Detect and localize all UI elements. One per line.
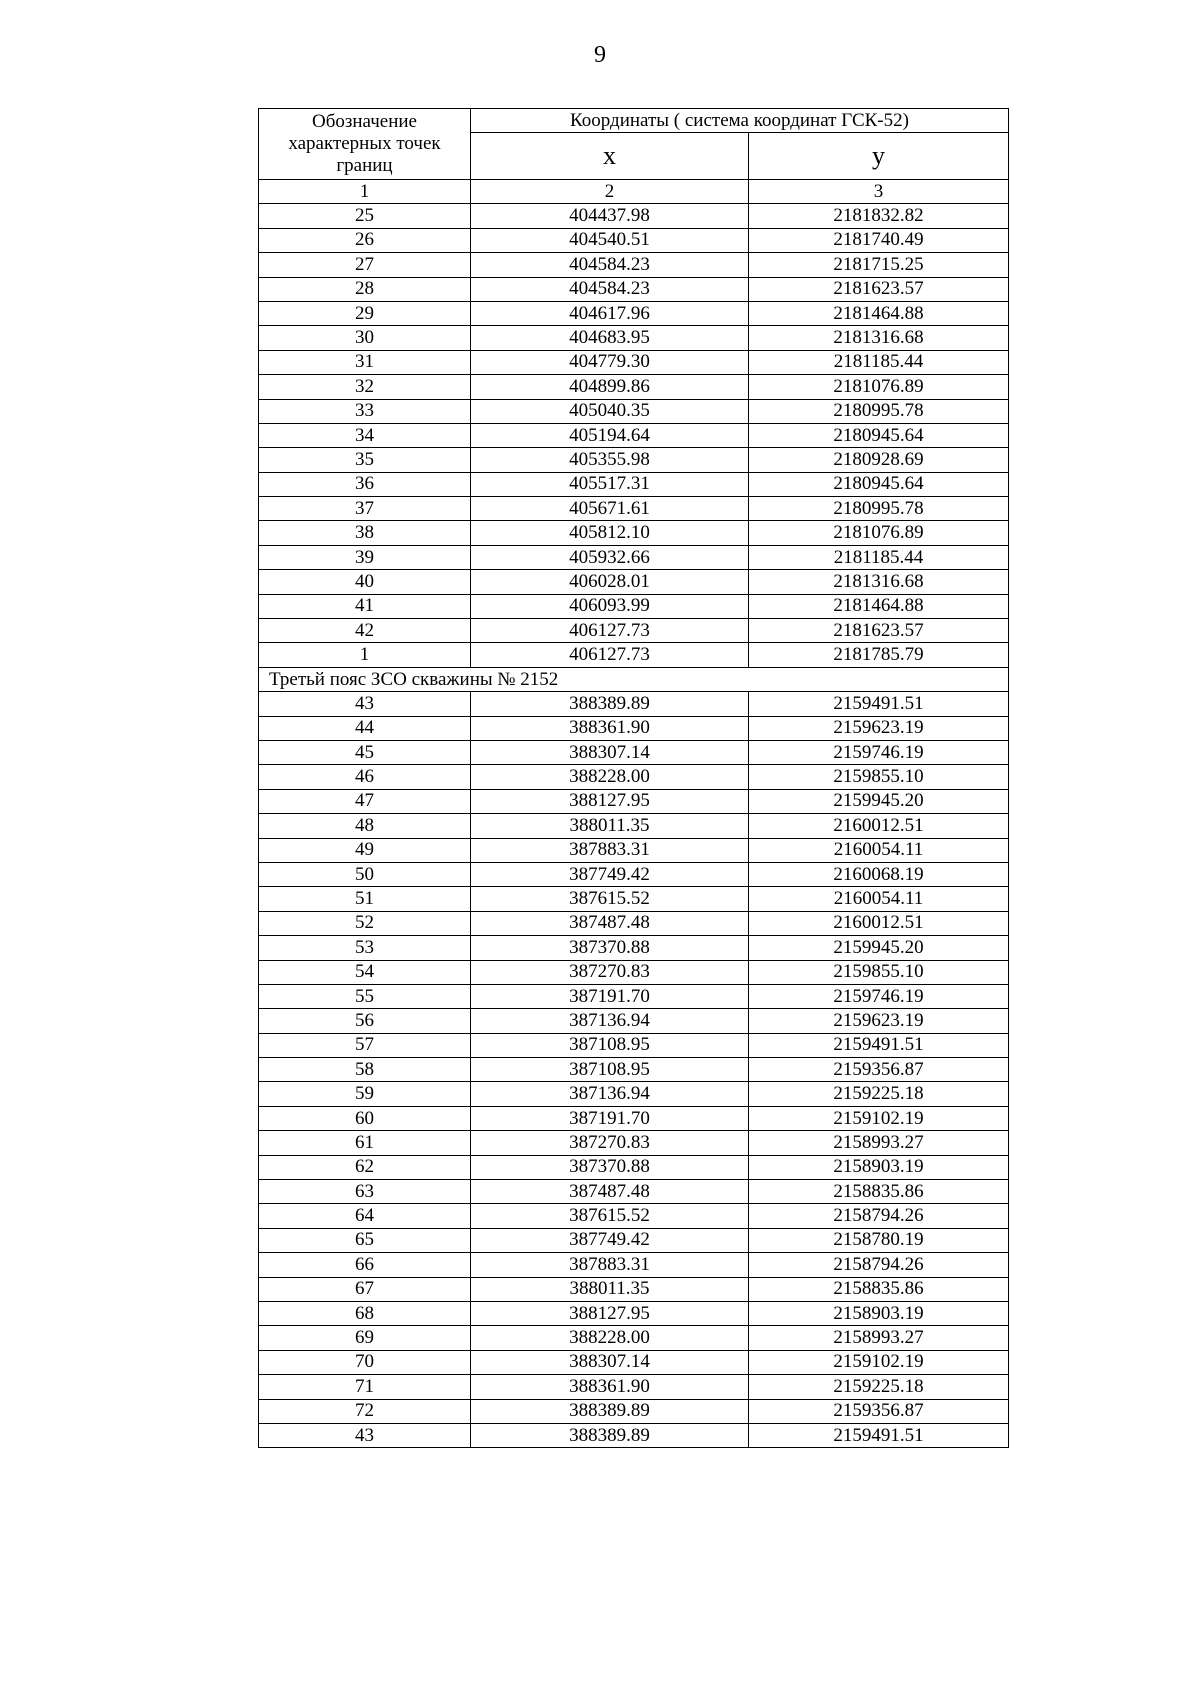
table-row (259, 545, 1009, 569)
x-coordinate-cell: 387191.70 (471, 1106, 749, 1130)
y-coordinate-cell: 2159945.20 (749, 789, 1009, 813)
y-coordinate-cell: 2181076.89 (749, 375, 1009, 399)
y-coordinate-cell: 2159623.19 (749, 1009, 1009, 1033)
point-id-cell: 44 (259, 716, 471, 740)
point-id-cell: 35 (259, 448, 471, 472)
table-header-row (259, 109, 1009, 133)
x-coordinate-cell: 388389.89 (471, 1399, 749, 1423)
table-row (259, 716, 1009, 740)
y-coordinate-cell: 2159855.10 (749, 765, 1009, 789)
table-row (259, 1204, 1009, 1228)
point-id-cell: 59 (259, 1082, 471, 1106)
x-coordinate-cell: 388361.90 (471, 1375, 749, 1399)
point-id-cell: 43 (259, 692, 471, 716)
coordinates-table (258, 108, 1009, 1448)
y-coordinate-cell: 2180945.64 (749, 423, 1009, 447)
table-row (259, 692, 1009, 716)
column-number-3: 3 (749, 180, 1009, 204)
point-id-cell: 62 (259, 1155, 471, 1179)
table-row (259, 570, 1009, 594)
column-number-row (259, 180, 1009, 204)
table-row (259, 1009, 1009, 1033)
table-row (259, 521, 1009, 545)
section-row (259, 667, 1009, 691)
x-coordinate-cell: 388389.89 (471, 692, 749, 716)
table-row (259, 1106, 1009, 1130)
table-row (259, 204, 1009, 228)
y-coordinate-cell: 2180995.78 (749, 497, 1009, 521)
x-coordinate-cell: 388307.14 (471, 740, 749, 764)
point-id-cell: 56 (259, 1009, 471, 1033)
table-row (259, 375, 1009, 399)
table-row (259, 1350, 1009, 1374)
y-coordinate-cell: 2159491.51 (749, 1423, 1009, 1447)
x-coordinate-cell: 404584.23 (471, 277, 749, 301)
table-row (259, 1155, 1009, 1179)
header-coordinates: Координаты ( система координат ГСК-52) (471, 109, 1009, 133)
table-row (259, 1301, 1009, 1325)
y-coordinate-cell: 2180995.78 (749, 399, 1009, 423)
x-coordinate-cell: 388361.90 (471, 716, 749, 740)
column-number-1: 1 (259, 180, 471, 204)
point-id-cell: 41 (259, 594, 471, 618)
point-id-cell: 71 (259, 1375, 471, 1399)
y-coordinate-cell: 2158903.19 (749, 1301, 1009, 1325)
y-coordinate-cell: 2181316.68 (749, 570, 1009, 594)
y-coordinate-cell: 2181832.82 (749, 204, 1009, 228)
y-coordinate-cell: 2180928.69 (749, 448, 1009, 472)
table-row (259, 1033, 1009, 1057)
table-row (259, 326, 1009, 350)
point-id-cell: 50 (259, 862, 471, 886)
point-id-cell: 69 (259, 1326, 471, 1350)
x-coordinate-cell: 406127.73 (471, 643, 749, 667)
table-row (259, 1058, 1009, 1082)
table-row (259, 984, 1009, 1008)
x-coordinate-cell: 405194.64 (471, 423, 749, 447)
x-coordinate-cell: 404584.23 (471, 253, 749, 277)
y-coordinate-cell: 2159855.10 (749, 960, 1009, 984)
table-row (259, 619, 1009, 643)
table-row (259, 838, 1009, 862)
x-coordinate-cell: 404540.51 (471, 228, 749, 252)
y-coordinate-cell: 2159746.19 (749, 740, 1009, 764)
y-coordinate-cell: 2159746.19 (749, 984, 1009, 1008)
y-coordinate-cell: 2181623.57 (749, 619, 1009, 643)
y-coordinate-cell: 2158794.26 (749, 1204, 1009, 1228)
point-id-cell: 49 (259, 838, 471, 862)
y-coordinate-cell: 2158780.19 (749, 1228, 1009, 1252)
y-coordinate-cell: 2159491.51 (749, 692, 1009, 716)
x-coordinate-cell: 405040.35 (471, 399, 749, 423)
y-coordinate-cell: 2158835.86 (749, 1277, 1009, 1301)
point-id-cell: 29 (259, 301, 471, 325)
y-coordinate-cell: 2181715.25 (749, 253, 1009, 277)
table-row (259, 350, 1009, 374)
table-row (259, 814, 1009, 838)
x-coordinate-cell: 387487.48 (471, 1180, 749, 1204)
point-id-cell: 28 (259, 277, 471, 301)
y-coordinate-cell: 2181316.68 (749, 326, 1009, 350)
x-coordinate-cell: 404779.30 (471, 350, 749, 374)
table-row (259, 643, 1009, 667)
x-coordinate-cell: 406127.73 (471, 619, 749, 643)
y-coordinate-cell: 2181076.89 (749, 521, 1009, 545)
y-coordinate-cell: 2158794.26 (749, 1253, 1009, 1277)
point-id-cell: 33 (259, 399, 471, 423)
x-coordinate-cell: 405671.61 (471, 497, 749, 521)
table-row (259, 1399, 1009, 1423)
header-y: y (749, 133, 1009, 180)
y-coordinate-cell: 2159623.19 (749, 716, 1009, 740)
y-coordinate-cell: 2181740.49 (749, 228, 1009, 252)
table-row (259, 472, 1009, 496)
y-coordinate-cell: 2160012.51 (749, 911, 1009, 935)
table-row (259, 740, 1009, 764)
point-id-cell: 60 (259, 1106, 471, 1130)
table-row (259, 1082, 1009, 1106)
column-number-2: 2 (471, 180, 749, 204)
point-id-cell: 72 (259, 1399, 471, 1423)
y-coordinate-cell: 2160054.11 (749, 887, 1009, 911)
y-coordinate-cell: 2160012.51 (749, 814, 1009, 838)
point-id-cell: 38 (259, 521, 471, 545)
table-row (259, 789, 1009, 813)
point-id-cell: 70 (259, 1350, 471, 1374)
table-row (259, 277, 1009, 301)
table-row (259, 887, 1009, 911)
x-coordinate-cell: 404899.86 (471, 375, 749, 399)
table-row (259, 936, 1009, 960)
x-coordinate-cell: 387749.42 (471, 1228, 749, 1252)
y-coordinate-cell: 2181623.57 (749, 277, 1009, 301)
x-coordinate-cell: 387270.83 (471, 1131, 749, 1155)
point-id-cell: 36 (259, 472, 471, 496)
point-id-cell: 58 (259, 1058, 471, 1082)
x-coordinate-cell: 405812.10 (471, 521, 749, 545)
y-coordinate-cell: 2158903.19 (749, 1155, 1009, 1179)
table-row (259, 1228, 1009, 1252)
table-row (259, 960, 1009, 984)
table-row (259, 301, 1009, 325)
point-id-cell: 45 (259, 740, 471, 764)
table-row (259, 399, 1009, 423)
point-id-cell: 51 (259, 887, 471, 911)
x-coordinate-cell: 388228.00 (471, 765, 749, 789)
x-coordinate-cell: 388307.14 (471, 1350, 749, 1374)
y-coordinate-cell: 2181464.88 (749, 594, 1009, 618)
point-id-cell: 53 (259, 936, 471, 960)
x-coordinate-cell: 388127.95 (471, 789, 749, 813)
table-row (259, 594, 1009, 618)
x-coordinate-cell: 387370.88 (471, 1155, 749, 1179)
point-id-cell: 34 (259, 423, 471, 447)
header-designation: Обозначение характерных точек границ (259, 109, 471, 180)
y-coordinate-cell: 2158993.27 (749, 1326, 1009, 1350)
y-coordinate-cell: 2159945.20 (749, 936, 1009, 960)
x-coordinate-cell: 404617.96 (471, 301, 749, 325)
point-id-cell: 1 (259, 643, 471, 667)
section-title: Третьй пояс ЗСО скважины № 2152 (259, 667, 1009, 691)
x-coordinate-cell: 406093.99 (471, 594, 749, 618)
point-id-cell: 65 (259, 1228, 471, 1252)
table-row (259, 423, 1009, 447)
y-coordinate-cell: 2160054.11 (749, 838, 1009, 862)
point-id-cell: 43 (259, 1423, 471, 1447)
table-row (259, 253, 1009, 277)
table-row (259, 1180, 1009, 1204)
y-coordinate-cell: 2181785.79 (749, 643, 1009, 667)
table-row (259, 1277, 1009, 1301)
y-coordinate-cell: 2159225.18 (749, 1082, 1009, 1106)
table-row (259, 1423, 1009, 1447)
point-id-cell: 54 (259, 960, 471, 984)
y-coordinate-cell: 2181464.88 (749, 301, 1009, 325)
y-coordinate-cell: 2160068.19 (749, 862, 1009, 886)
point-id-cell: 67 (259, 1277, 471, 1301)
x-coordinate-cell: 387270.83 (471, 960, 749, 984)
header-x: x (471, 133, 749, 180)
x-coordinate-cell: 388228.00 (471, 1326, 749, 1350)
x-coordinate-cell: 387108.95 (471, 1058, 749, 1082)
point-id-cell: 30 (259, 326, 471, 350)
y-coordinate-cell: 2158835.86 (749, 1180, 1009, 1204)
y-coordinate-cell: 2159225.18 (749, 1375, 1009, 1399)
point-id-cell: 46 (259, 765, 471, 789)
point-id-cell: 25 (259, 204, 471, 228)
point-id-cell: 48 (259, 814, 471, 838)
point-id-cell: 68 (259, 1301, 471, 1325)
x-coordinate-cell: 388011.35 (471, 814, 749, 838)
x-coordinate-cell: 404437.98 (471, 204, 749, 228)
x-coordinate-cell: 388389.89 (471, 1423, 749, 1447)
x-coordinate-cell: 387136.94 (471, 1082, 749, 1106)
point-id-cell: 57 (259, 1033, 471, 1057)
point-id-cell: 52 (259, 911, 471, 935)
table-row (259, 1131, 1009, 1155)
x-coordinate-cell: 387191.70 (471, 984, 749, 1008)
point-id-cell: 39 (259, 545, 471, 569)
y-coordinate-cell: 2159356.87 (749, 1399, 1009, 1423)
table-row (259, 911, 1009, 935)
x-coordinate-cell: 404683.95 (471, 326, 749, 350)
point-id-cell: 64 (259, 1204, 471, 1228)
table-row (259, 1375, 1009, 1399)
y-coordinate-cell: 2159102.19 (749, 1106, 1009, 1130)
y-coordinate-cell: 2159102.19 (749, 1350, 1009, 1374)
x-coordinate-cell: 387883.31 (471, 1253, 749, 1277)
y-coordinate-cell: 2158993.27 (749, 1131, 1009, 1155)
point-id-cell: 26 (259, 228, 471, 252)
table-row (259, 448, 1009, 472)
page-number: 9 (594, 42, 606, 68)
x-coordinate-cell: 387108.95 (471, 1033, 749, 1057)
point-id-cell: 63 (259, 1180, 471, 1204)
table-row (259, 1326, 1009, 1350)
y-coordinate-cell: 2159491.51 (749, 1033, 1009, 1057)
point-id-cell: 55 (259, 984, 471, 1008)
table-row (259, 497, 1009, 521)
x-coordinate-cell: 387883.31 (471, 838, 749, 862)
x-coordinate-cell: 388127.95 (471, 1301, 749, 1325)
point-id-cell: 32 (259, 375, 471, 399)
point-id-cell: 61 (259, 1131, 471, 1155)
table-row (259, 1253, 1009, 1277)
x-coordinate-cell: 406028.01 (471, 570, 749, 594)
point-id-cell: 40 (259, 570, 471, 594)
x-coordinate-cell: 387615.52 (471, 1204, 749, 1228)
table-row (259, 228, 1009, 252)
point-id-cell: 66 (259, 1253, 471, 1277)
x-coordinate-cell: 387749.42 (471, 862, 749, 886)
y-coordinate-cell: 2180945.64 (749, 472, 1009, 496)
coordinates-table-body (259, 109, 1009, 1448)
table-row (259, 765, 1009, 789)
y-coordinate-cell: 2181185.44 (749, 350, 1009, 374)
x-coordinate-cell: 405517.31 (471, 472, 749, 496)
x-coordinate-cell: 387487.48 (471, 911, 749, 935)
point-id-cell: 27 (259, 253, 471, 277)
point-id-cell: 47 (259, 789, 471, 813)
x-coordinate-cell: 405355.98 (471, 448, 749, 472)
point-id-cell: 37 (259, 497, 471, 521)
y-coordinate-cell: 2181185.44 (749, 545, 1009, 569)
x-coordinate-cell: 387136.94 (471, 1009, 749, 1033)
point-id-cell: 31 (259, 350, 471, 374)
point-id-cell: 42 (259, 619, 471, 643)
table-row (259, 862, 1009, 886)
x-coordinate-cell: 387615.52 (471, 887, 749, 911)
x-coordinate-cell: 388011.35 (471, 1277, 749, 1301)
x-coordinate-cell: 405932.66 (471, 545, 749, 569)
y-coordinate-cell: 2159356.87 (749, 1058, 1009, 1082)
x-coordinate-cell: 387370.88 (471, 936, 749, 960)
